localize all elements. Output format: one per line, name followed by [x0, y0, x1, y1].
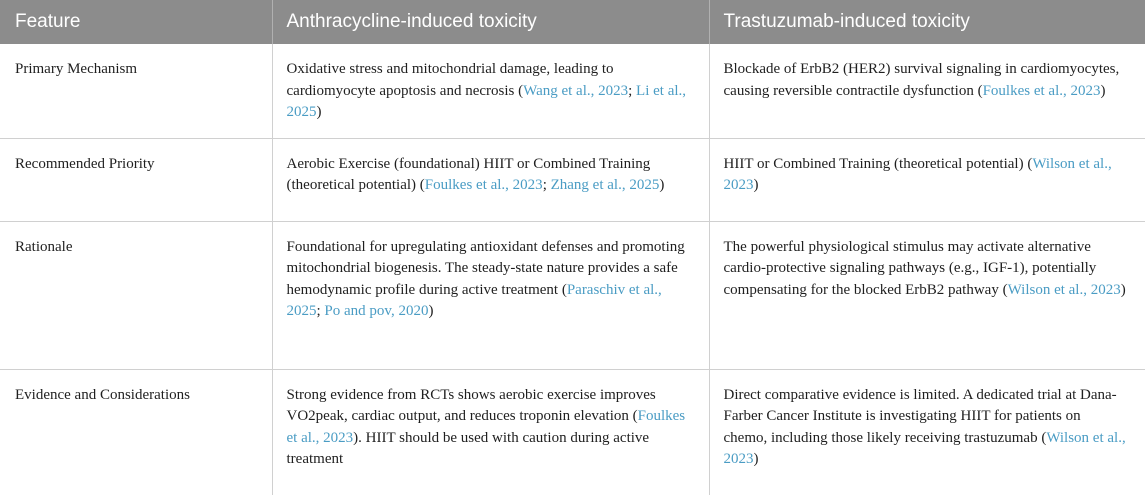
cell-text: Oxidative stress and mitochondrial damage, leading to cardiomyocyte apoptosis and necrosis (: [286, 61, 614, 99]
header-row: [0, 0, 1145, 44]
table-row: [0, 369, 1145, 495]
cell-text: ): [753, 451, 759, 467]
row-trastuzumab-cell: [709, 44, 1145, 138]
citation-link[interactable]: Foulkes et al., 2023: [424, 177, 543, 193]
row-trastuzumab-cell: [709, 369, 1145, 495]
row-anthracycline-cell: [272, 44, 709, 138]
citation-link[interactable]: Li et al., 2025: [286, 82, 687, 120]
citation-link[interactable]: Foulkes et al., 2023: [982, 82, 1101, 99]
cell-text: ): [1120, 281, 1126, 298]
cell-text: Direct comparative evidence is limited. A dedicated trial at Dana-Farber Cancer Institute is investigating HIIT for patients on chemo, including those likely receiving trastuzumab (: [723, 386, 1117, 446]
table-row: [0, 44, 1145, 138]
table-body: [0, 44, 1145, 495]
row-anthracycline-cell: [272, 369, 709, 495]
citation-link[interactable]: Zhang et al., 2025: [550, 177, 660, 193]
cell-text: ): [753, 177, 759, 193]
row-feature: Recommended Priority: [0, 138, 272, 221]
citation-link[interactable]: Wilson et al., 2023: [723, 429, 1126, 467]
cell-text: ;: [316, 303, 325, 319]
row-feature: Evidence and Considerations: [0, 369, 272, 495]
row-trastuzumab-cell: [709, 138, 1145, 221]
cell-text: ;: [542, 177, 551, 193]
cell-text: Strong evidence from RCTs shows aerobic exercise improves VO2peak, cardiac output, and reduces troponin elevation (: [286, 386, 656, 424]
cell-text: ;: [628, 82, 637, 99]
table-header: [0, 0, 1145, 44]
header-anthracycline: Anthracycline-induced toxicity: [272, 0, 709, 44]
row-anthracycline-cell: [272, 138, 709, 221]
cell-text: ): [1100, 82, 1106, 99]
row-trastuzumab-cell: [709, 221, 1145, 369]
cell-text: Blockade of ErbB2 (HER2) survival signaling in cardiomyocytes, causing reversible contractile dysfunction (: [723, 61, 1120, 99]
cell-text: ): [428, 303, 434, 319]
citation-link[interactable]: Wilson et al., 2023: [723, 155, 1112, 193]
cell-text: ). HIIT should be used with caution during active treatment: [286, 429, 650, 467]
citation-link[interactable]: Wilson et al., 2023: [1007, 281, 1121, 298]
header-trastuzumab: Trastuzumab-induced toxicity: [709, 0, 1145, 44]
table-row: [0, 221, 1145, 369]
header-feature: Feature: [0, 0, 272, 44]
table-row: [0, 138, 1145, 221]
citation-link[interactable]: Po and pov, 2020: [324, 303, 429, 319]
cell-text: ): [659, 177, 665, 193]
row-feature: Primary Mechanism: [0, 44, 272, 138]
cell-text: Aerobic Exercise (foundational) HIIT or Combined Training (theoretical potential) (: [286, 155, 651, 193]
row-feature: Rationale: [0, 221, 272, 369]
cell-text: The powerful physiological stimulus may activate alternative cardio-protective signaling pathways (e.g., IGF-1), potentially compensating for the blocked ErbB2 pathway (: [723, 238, 1097, 298]
cell-text: ): [316, 104, 322, 120]
citation-link[interactable]: Foulkes et al., 2023: [286, 408, 686, 446]
row-anthracycline-cell: [272, 221, 709, 369]
citation-link[interactable]: Wang et al., 2023: [523, 82, 629, 99]
citation-link[interactable]: Paraschiv et al., 2025: [286, 281, 662, 319]
cell-text: HIIT or Combined Training (theoretical potential) (: [723, 155, 1033, 172]
cell-text: Foundational for upregulating antioxidant defenses and promoting mitochondrial biogenesis. The steady-state nature provides a safe hemodynamic profile during active treatment (: [286, 238, 685, 298]
